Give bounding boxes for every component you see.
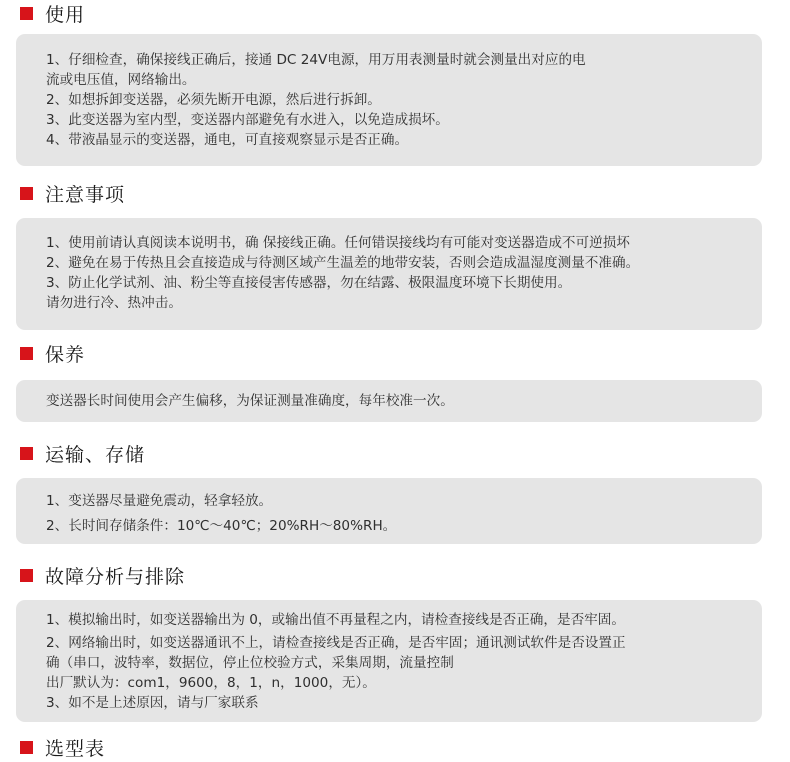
text-line: 4、带液晶显示的变送器，通电，可直接观察显示是否正确。	[46, 132, 409, 148]
text-line: 2、如想拆卸变送器，必须先断开电源，然后进行拆卸。	[46, 92, 381, 108]
section-heading-usage	[20, 0, 85, 26]
section-title: 注意事项	[45, 183, 126, 206]
red-square-icon	[20, 569, 33, 582]
red-square-icon	[20, 7, 33, 20]
text-line: 3、防止化学试剂、油、粉尘等直接侵害传感器，勿在结露、极限温度环境下长期使用。	[46, 275, 572, 291]
section-heading-precautions	[20, 180, 125, 206]
text-line: 2、长时间存储条件：10℃～40℃；20%RH～80%RH。	[46, 518, 397, 534]
red-square-icon	[20, 741, 33, 754]
section-title: 选型表	[45, 737, 106, 760]
text-line: 1、模拟输出时，如变送器输出为 0，或输出值不再量程之内，请检查接线是否正确，是否牢固。	[46, 612, 625, 628]
text-line: 变送器长时间使用会产生偏移，为保证测量准确度，每年校准一次。	[46, 393, 454, 409]
text-line: 2、避免在易于传热且会直接造成与待测区域产生温差的地带安装，否则会造成温湿度测量不准确。	[46, 255, 640, 271]
text-line: 3、此变送器为室内型，变送器内部避免有水进入，以免造成损坏。	[46, 112, 449, 128]
section-heading-selection-table	[20, 734, 105, 760]
section-title: 使用	[45, 3, 86, 26]
text-line: 1、变送器尽量避免震动，轻拿轻放。	[46, 493, 273, 509]
red-square-icon	[20, 187, 33, 200]
troubleshooting-content-box	[16, 600, 762, 722]
section-title: 保养	[45, 343, 86, 366]
maintenance-content-box	[16, 380, 762, 422]
section-heading-troubleshooting	[20, 562, 185, 588]
transport-storage-content-box	[16, 478, 762, 544]
precautions-content-box	[16, 218, 762, 330]
text-line: 出厂默认为：com1，9600，8，1，n，1000，无）。	[46, 675, 376, 691]
text-line: 1、仔细检查，确保接线正确后，接通 DC 24V电源，用万用表测量时就会测量出对应的电	[46, 52, 586, 68]
usage-content-box	[16, 34, 762, 166]
section-heading-maintenance	[20, 340, 85, 366]
red-square-icon	[20, 447, 33, 460]
text-line: 确（串口，波特率，数据位，停止位校验方式，采集周期，流量控制	[46, 655, 454, 671]
text-line: 流或电压值，网络输出。	[46, 72, 196, 88]
text-line: 3、如不是上述原因，请与厂家联系	[46, 695, 259, 711]
section-title: 运输、存储	[45, 443, 146, 466]
text-line: 2、网络输出时，如变送器通讯不上，请检查接线是否正确，是否牢固；通讯测试软件是否设置正	[46, 635, 626, 651]
section-heading-transport-storage	[20, 440, 145, 466]
red-square-icon	[20, 347, 33, 360]
text-line: 请勿进行冷、热冲击。	[46, 295, 182, 311]
text-line: 1、使用前请认真阅读本说明书，确 保接线正确。任何错误接线均有可能对变送器造成不可逆损坏	[46, 235, 630, 251]
section-title: 故障分析与排除	[45, 565, 186, 588]
